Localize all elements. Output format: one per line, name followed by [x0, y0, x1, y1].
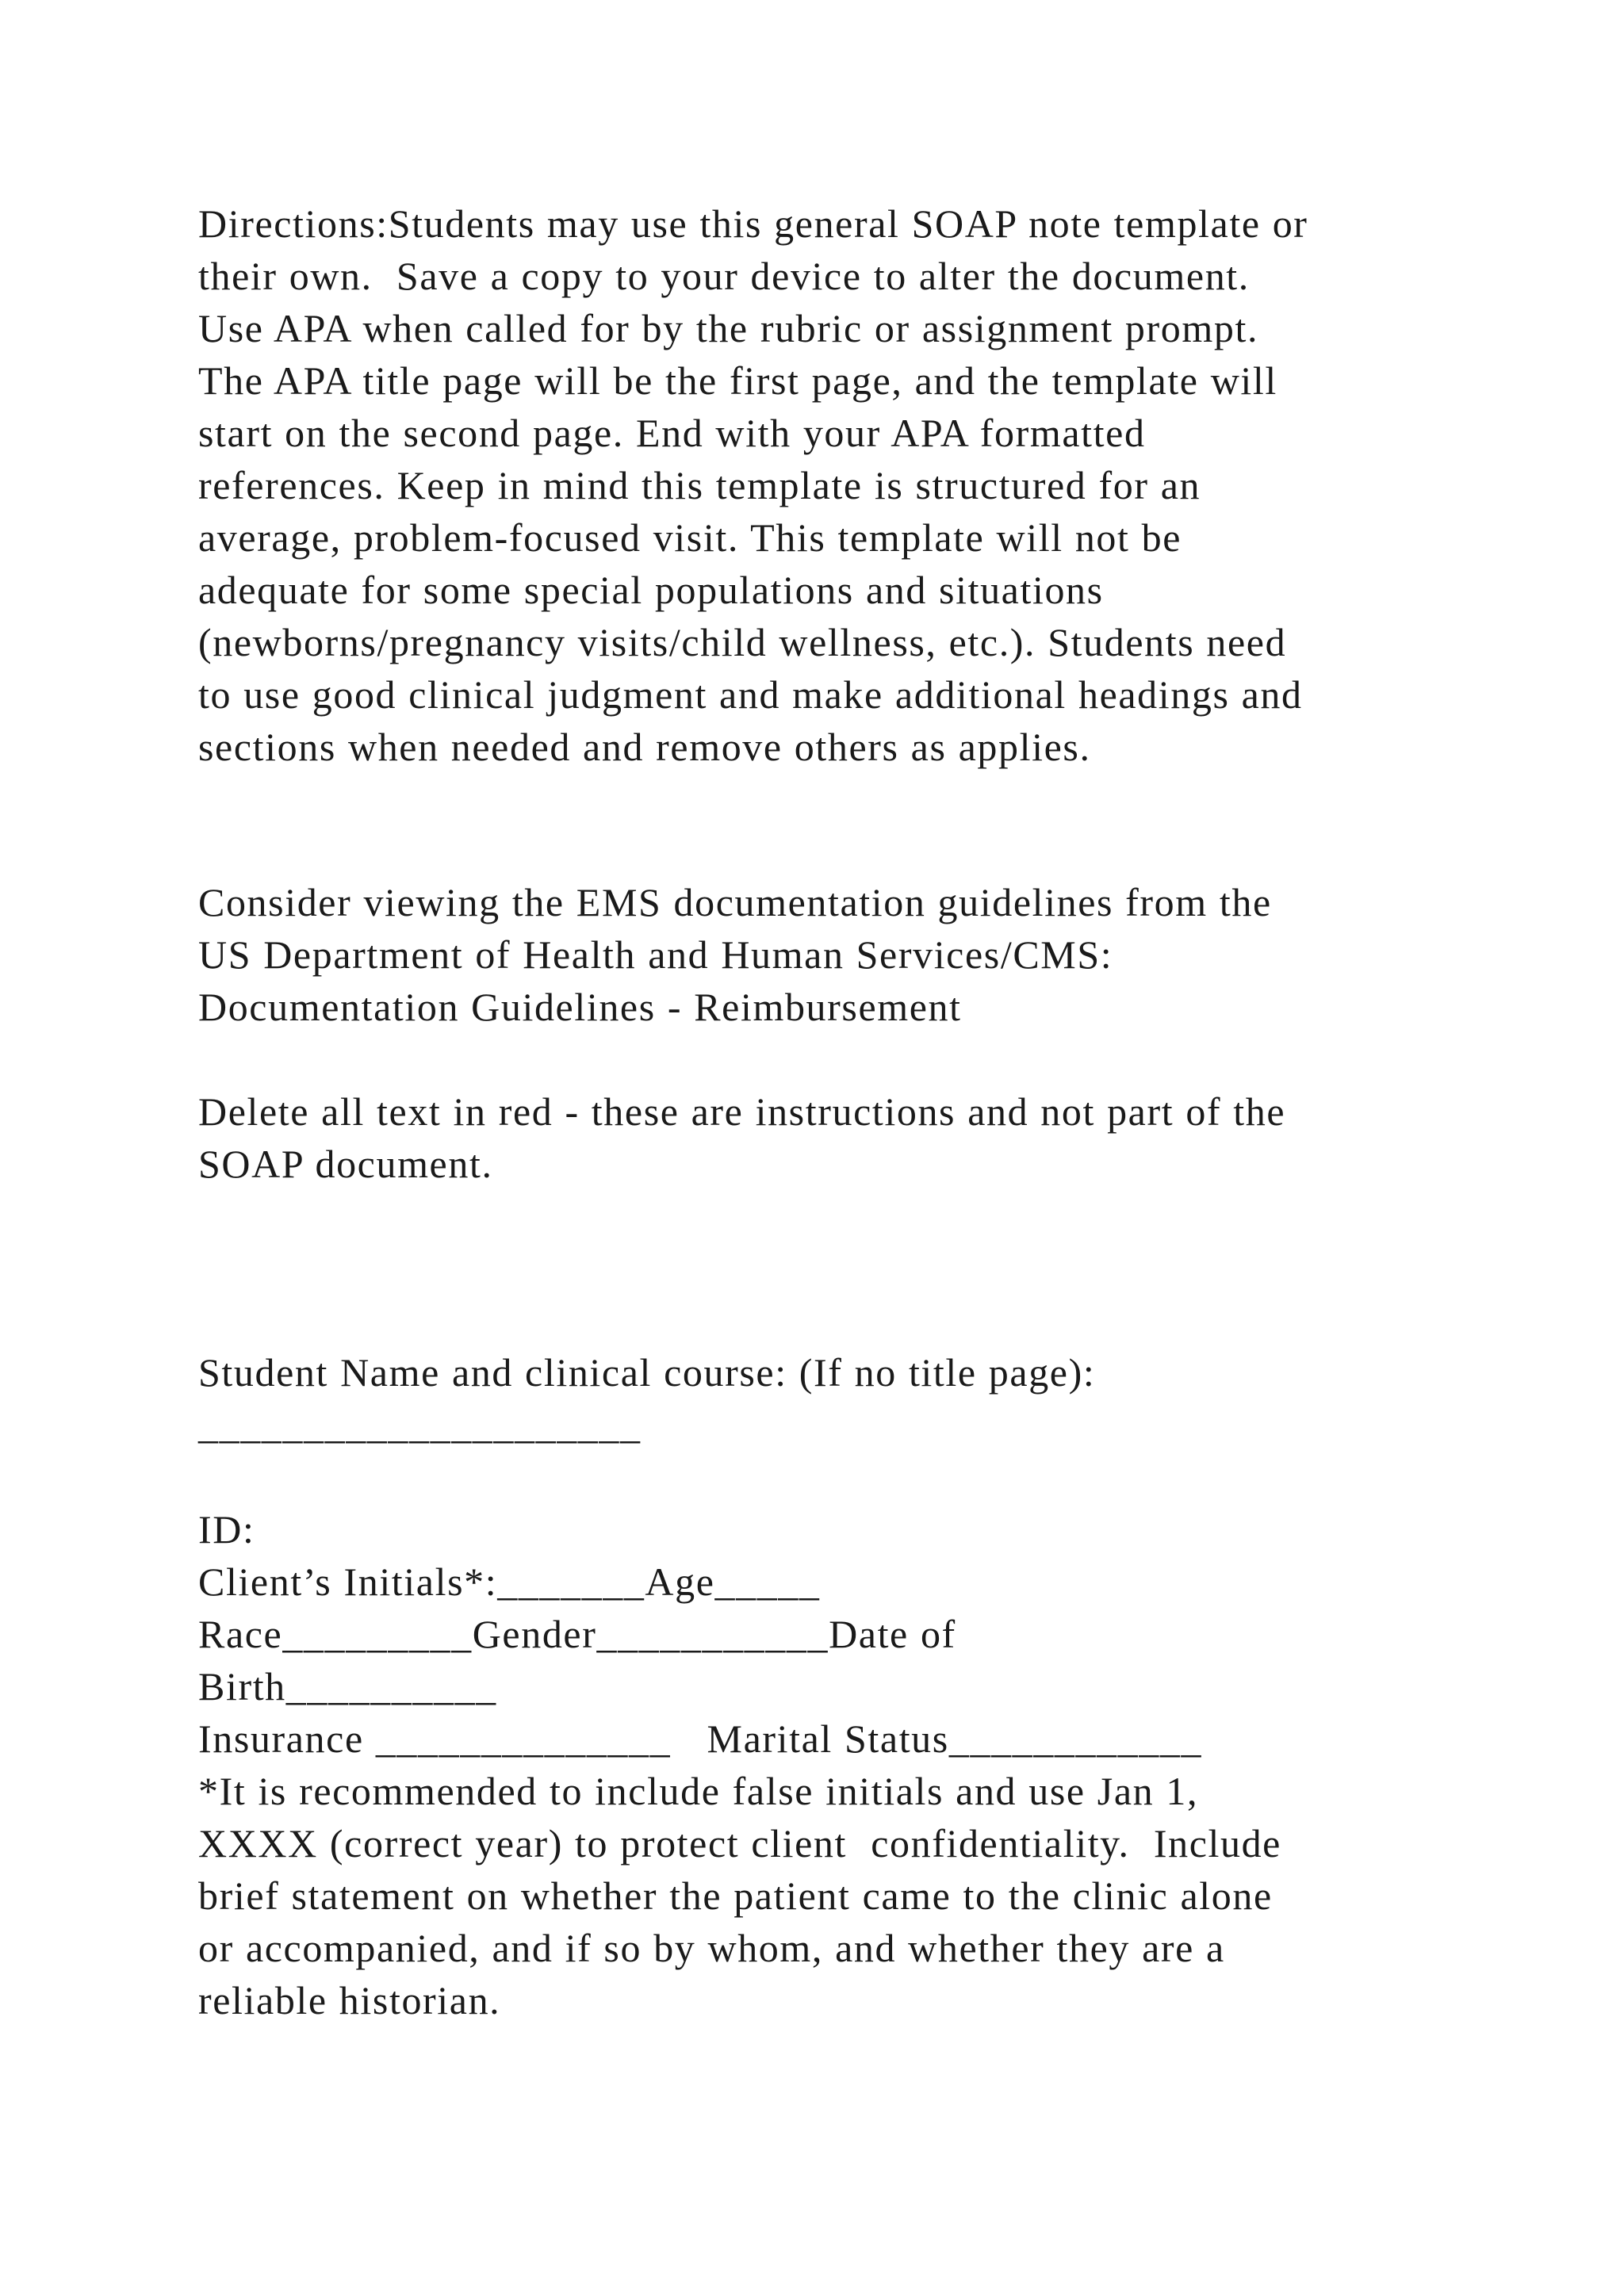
directions-line: their own. Save a copy to your device to alter the document. — [198, 254, 1250, 298]
confidentiality-note-line: XXXX (correct year) to protect client confidentiality. Include — [198, 1821, 1281, 1866]
ems-guidelines-line: US Department of Health and Human Services/CMS: — [198, 932, 1113, 977]
directions-line: to use good clinical judgment and make additional headings and — [198, 672, 1303, 717]
client-initials-age-field: Client’s Initials*:_______Age_____ — [198, 1559, 821, 1604]
ems-guidelines-line: Consider viewing the EMS documentation guidelines from the — [198, 880, 1272, 924]
confidentiality-note-line: *It is recommended to include false initials and use Jan 1, — [198, 1769, 1199, 1813]
directions-line: (newborns/pregnancy visits/child wellness, etc.). Students need — [198, 620, 1287, 664]
student-name-blank: _____________________ — [198, 1402, 642, 1447]
delete-instructions-line: Delete all text in red - these are instructions and not part of the — [198, 1089, 1286, 1134]
id-label: ID: — [198, 1507, 255, 1552]
directions-line: The APA title page will be the first page, and the template will — [198, 358, 1277, 403]
directions-line: adequate for some special populations and situations — [198, 568, 1104, 612]
student-name-field — [198, 1346, 1499, 1451]
ems-guidelines-paragraph — [198, 876, 1499, 1033]
directions-line: start on the second page. End with your APA formatted — [198, 411, 1146, 455]
directions-line: references. Keep in mind this template is structured for an — [198, 463, 1201, 507]
ems-guidelines-link-text: Documentation Guidelines - Reimbursement — [198, 985, 962, 1029]
directions-line: Directions:Students may use this general SOAP note template or — [198, 201, 1308, 246]
confidentiality-note-line: brief statement on whether the patient came to the clinic alone — [198, 1873, 1273, 1918]
confidentiality-note-line: or accompanied, and if so by whom, and whether they are a — [198, 1926, 1225, 1970]
delete-instructions-paragraph — [198, 1085, 1499, 1190]
directions-line: average, problem-focused visit. This template will not be — [198, 515, 1182, 560]
insurance-marital-field: Insurance ______________ Marital Status____________ — [198, 1716, 1203, 1761]
student-name-label: Student Name and clinical course: (If no title page): — [198, 1350, 1096, 1395]
birth-field: Birth__________ — [198, 1664, 497, 1709]
delete-instructions-line: SOAP document. — [198, 1142, 493, 1186]
directions-line: Use APA when called for by the rubric or assignment prompt. — [198, 306, 1259, 350]
directions-paragraph — [198, 197, 1499, 773]
race-gender-dob-field: Race_________Gender___________Date of — [198, 1612, 956, 1656]
directions-line: sections when needed and remove others as applies. — [198, 725, 1091, 769]
confidentiality-note-line: reliable historian. — [198, 1978, 501, 2022]
client-info-section — [198, 1503, 1499, 2026]
